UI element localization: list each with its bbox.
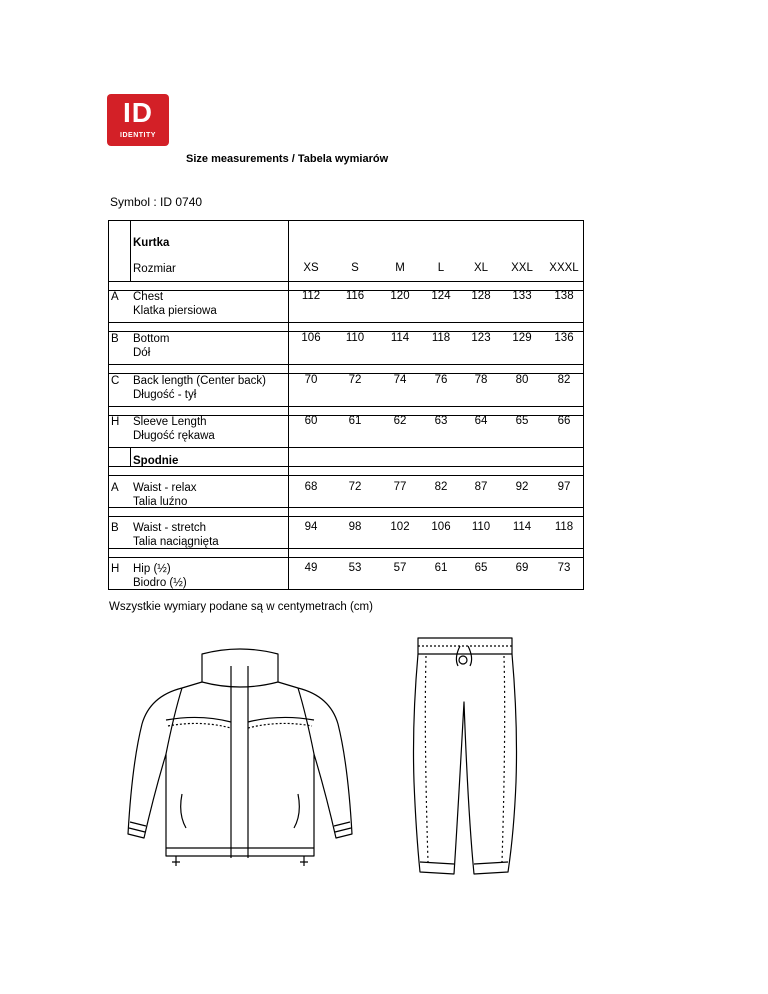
symbol-line: Symbol : ID 0740 [110, 195, 203, 209]
table-cell: 77 [393, 481, 407, 493]
size-header-label: Rozmiar [133, 263, 176, 275]
table-cell: 102 [390, 521, 410, 533]
table-cell: 76 [434, 374, 448, 386]
table-cell: 65 [474, 562, 488, 574]
table-cell: 87 [474, 481, 488, 493]
table-cell: 94 [304, 521, 318, 533]
table-cell: 74 [393, 374, 407, 386]
table-cell: 68 [304, 481, 318, 493]
table-cell: 92 [515, 481, 529, 493]
row-label-pl: Długość - tył [133, 389, 197, 401]
table-cell: 78 [474, 374, 488, 386]
table-cell: 49 [304, 562, 318, 574]
row-label-en: Waist - relax [133, 482, 197, 494]
row-label-pl: Klatka piersiowa [133, 305, 217, 317]
size-header: L [437, 262, 445, 274]
table-cell: 118 [554, 521, 574, 533]
table-cell: 72 [348, 481, 362, 493]
table-cell: 114 [390, 332, 410, 344]
table-cell: 116 [345, 290, 365, 302]
size-header: M [395, 262, 405, 274]
row-code: A [111, 482, 119, 494]
row-label-pl: Talia luźno [133, 496, 188, 508]
table-cell: 133 [512, 290, 532, 302]
table-cell: 70 [304, 374, 318, 386]
trousers-drawing [402, 632, 528, 880]
table-cell: 72 [348, 374, 362, 386]
row-code: H [111, 416, 120, 428]
table-cell: 65 [515, 415, 529, 427]
row-label-en: Bottom [133, 333, 170, 345]
size-header: S [351, 262, 359, 274]
table-cell: 112 [301, 290, 321, 302]
size-header: XXXL [549, 262, 579, 274]
units-note: Wszystkie wymiary podane są w centymetrach (cm) [109, 601, 373, 613]
table-cell: 98 [348, 521, 362, 533]
row-code: B [111, 333, 119, 345]
table-cell: 110 [345, 332, 365, 344]
table-cell: 124 [431, 290, 451, 302]
logo-mark: ID [123, 97, 153, 128]
table-cell: 66 [557, 415, 571, 427]
table-cell: 118 [431, 332, 451, 344]
table-cell: 106 [431, 521, 451, 533]
jacket-drawing [120, 644, 360, 874]
table-cell: 138 [554, 290, 574, 302]
table-cell: 61 [434, 562, 448, 574]
table-cell: 63 [434, 415, 448, 427]
document-title: Size measurements / Tabela wymiarów [186, 153, 389, 165]
row-label-en: Chest [133, 291, 164, 303]
row-code: C [111, 375, 120, 387]
table-cell: 123 [471, 332, 491, 344]
table-cell: 57 [393, 562, 407, 574]
table-cell: 129 [512, 332, 532, 344]
row-label-en: Sleeve Length [133, 416, 207, 428]
identity-logo [107, 94, 169, 146]
row-label-en: Waist - stretch [133, 522, 207, 534]
size-header: XS [303, 262, 319, 274]
row-label-en: Hip (½) [133, 563, 171, 575]
table-cell: 82 [557, 374, 571, 386]
table-cell: 114 [512, 521, 532, 533]
table-cell: 53 [348, 562, 362, 574]
table-cell: 73 [557, 562, 571, 574]
table-cell: 128 [471, 290, 491, 302]
size-header: XXL [511, 262, 533, 274]
section-title-kurtka: Kurtka [133, 237, 170, 249]
table-cell: 62 [393, 415, 407, 427]
row-label-en: Back length (Center back) [133, 375, 266, 387]
row-label-pl: Dół [133, 347, 151, 359]
row-label-pl: Talia naciągnięta [133, 536, 219, 548]
table-cell: 106 [301, 332, 321, 344]
table-cell: 136 [554, 332, 574, 344]
table-cell: 80 [515, 374, 529, 386]
table-cell: 69 [515, 562, 529, 574]
table-cell: 120 [390, 290, 410, 302]
table-cell: 110 [471, 521, 491, 533]
row-code: B [111, 522, 119, 534]
row-code: H [111, 563, 120, 575]
row-label-pl: Biodro (½) [133, 577, 187, 589]
table-cell: 60 [304, 415, 318, 427]
size-header: XL [473, 262, 489, 274]
table-cell: 97 [557, 481, 571, 493]
table-cell: 82 [434, 481, 448, 493]
table-cell: 64 [474, 415, 488, 427]
row-code: A [111, 291, 119, 303]
logo-text: IDENTITY [120, 132, 156, 139]
row-label-pl: Długość rękawa [133, 430, 215, 442]
table-cell: 61 [348, 415, 362, 427]
section-title-spodnie: Spodnie [133, 455, 179, 467]
